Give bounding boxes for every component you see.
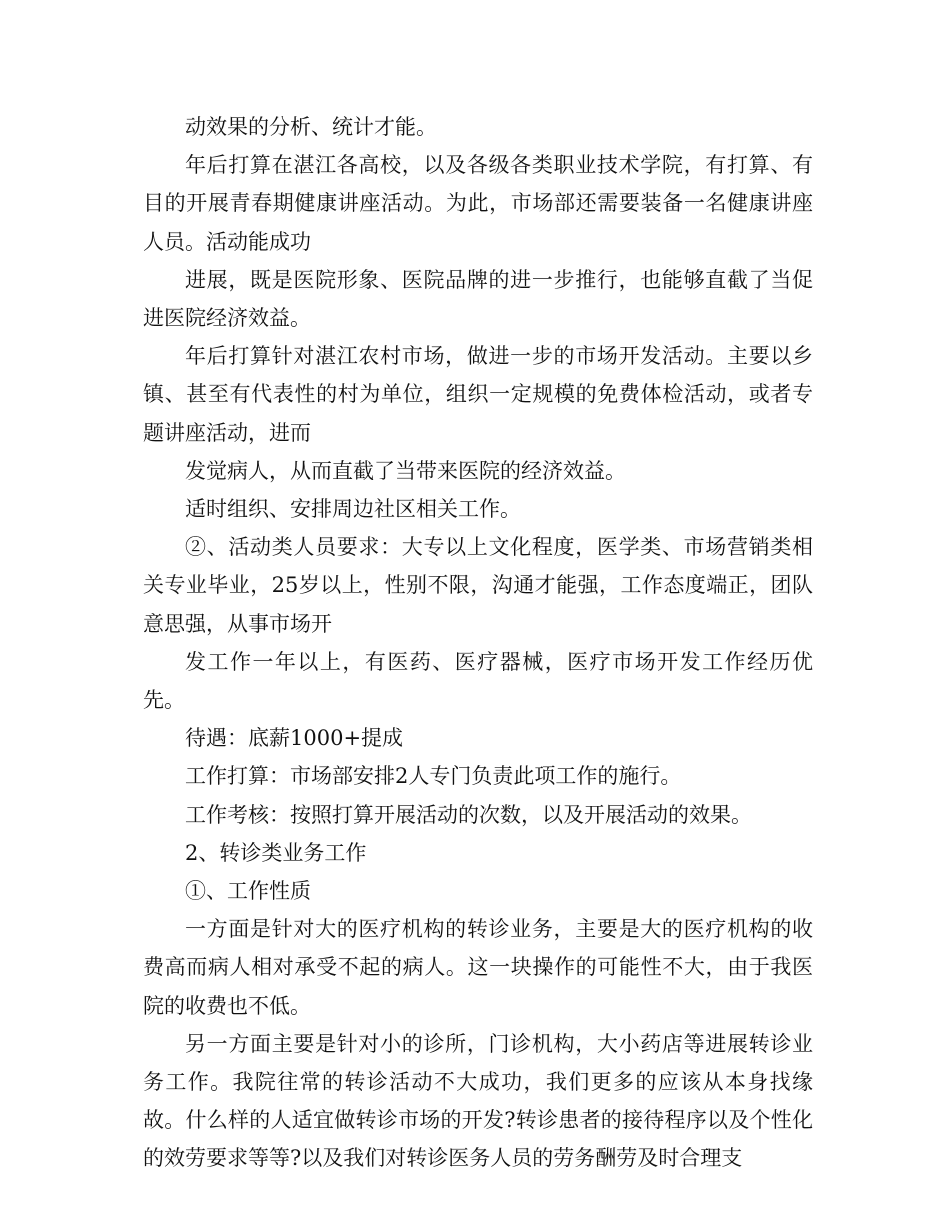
paragraph-15: 另一方面主要是针对小的诊所，门诊机构，大小药店等进展转诊业务工作。我院往常的转诊活动不大成功，我们更多的应该从本身找缘故。什么样的人适宜做转诊市场的开发?转诊患者的接待程序以及个性化的效劳要求等等?以及我们对转诊医务人员的劳务酬劳及时合理支 (143, 1031, 813, 1171)
paragraph-10: 工作打算：市场部安排2人专门负责此项工作的施行。 (185, 764, 682, 789)
paragraph-1: 动效果的分析、统计才能。 (185, 115, 437, 139)
paragraph-7: ②、活动类人员要求：大专以上文化程度，医学类、市场营销类相关专业毕业，25岁以上，性别不限，沟通才能强，工作态度端正，团队意思强，从事市场开 (143, 535, 813, 636)
paragraph-9: 待遇：底薪1000+提成 (185, 726, 404, 751)
paragraph-6: 适时组织、安排周边社区相关工作。 (185, 497, 521, 522)
subsection-heading-work-nature: ①、工作性质 (185, 879, 311, 904)
paragraph-8: 发工作一年以上，有医药、医疗器械，医疗市场开发工作经历优先。 (143, 649, 813, 713)
paragraph-14: 一方面是针对大的医疗机构的转诊业务，主要是大的医疗机构的收费高而病人相对承受不起的病人。这一块操作的可能性不大，由于我医院的收费也不低。 (143, 917, 813, 1018)
paragraph-11: 工作考核：按照打算开展活动的次数，以及开展活动的效果。 (185, 802, 752, 827)
section-heading-referral: 2、转诊类业务工作 (185, 840, 367, 865)
paragraph-4: 年后打算针对湛江农村市场，做进一步的市场开发活动。主要以乡镇、甚至有代表性的村为单位，组织一定规模的免费体检活动，或者专题讲座活动，进而 (143, 344, 813, 445)
paragraph-3: 进展，既是医院形象、医院品牌的进一步推行，也能够直截了当促进医院经济效益。 (143, 267, 813, 331)
paragraph-5: 发觉病人，从而直截了当带来医院的经济效益。 (185, 458, 626, 483)
document-body (143, 108, 813, 1178)
paragraph-2: 年后打算在湛江各高校，以及各级各类职业技术学院，有打算、有目的开展青春期健康讲座活动。为此，市场部还需要装备一名健康讲座人员。活动能成功 (143, 153, 813, 254)
